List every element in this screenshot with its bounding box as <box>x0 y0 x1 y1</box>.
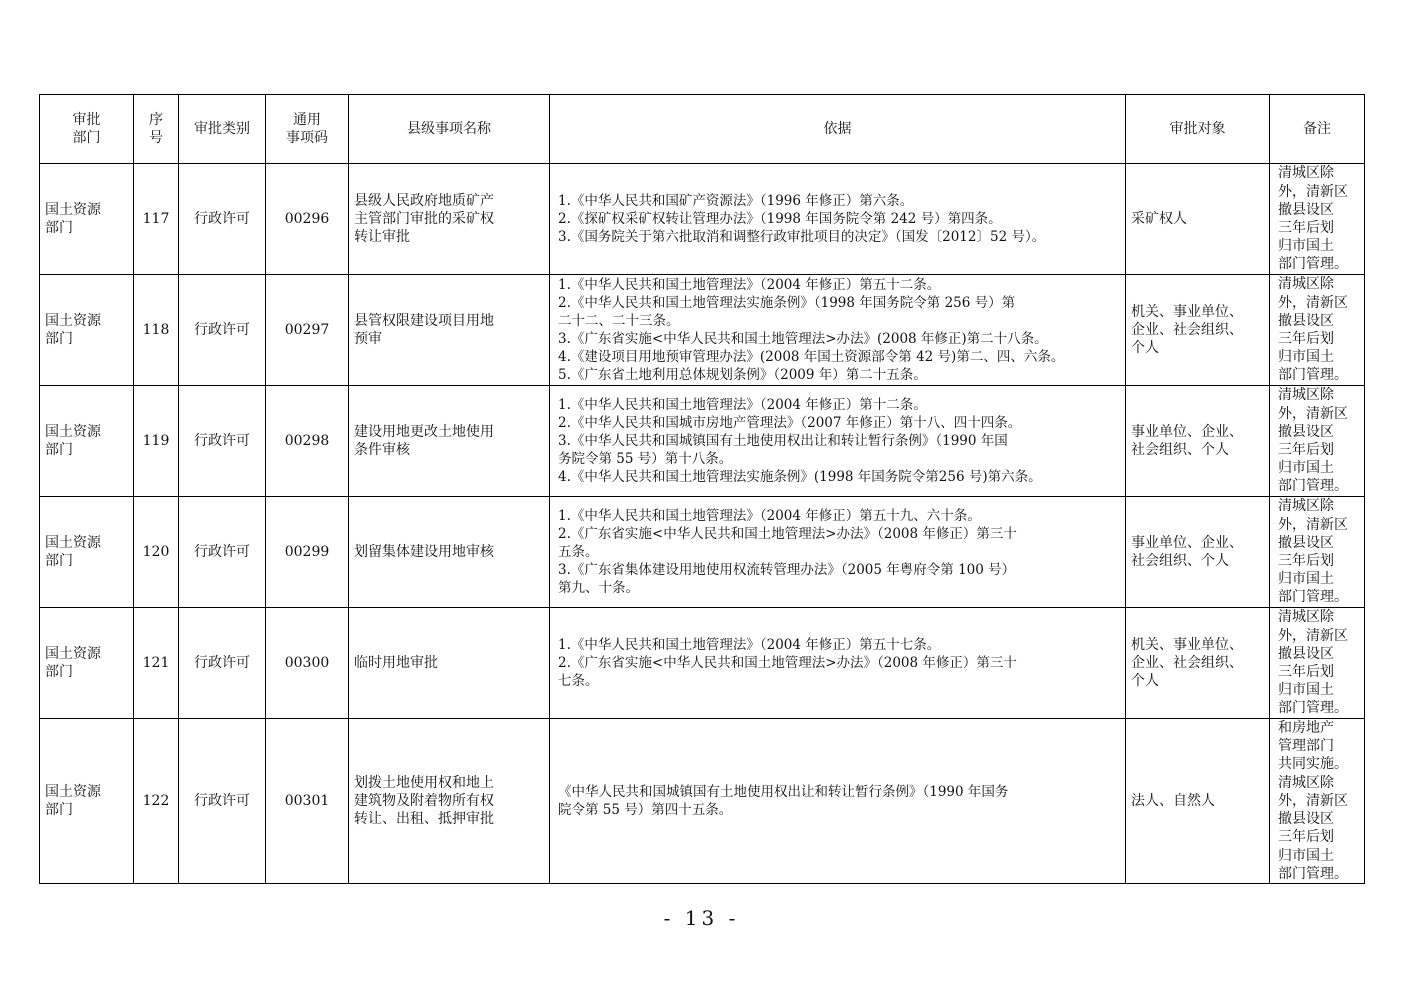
table-row <box>40 164 1365 275</box>
header-note: 备注 <box>1270 95 1365 164</box>
cell-dept: 国土资源 部门 <box>40 275 134 386</box>
table-row <box>40 608 1365 719</box>
cell-dept: 国土资源 部门 <box>40 497 134 608</box>
cell-seq: 118 <box>134 275 179 386</box>
cell-note: 和房地产 管理部门 共同实施。 清城区除 外，清新区 撤县设区 三年后划 归市国土 部门管理。 <box>1270 719 1365 884</box>
approval-items-table <box>39 94 1365 884</box>
cell-code: 00300 <box>266 608 349 719</box>
cell-note: 清城区除 外，清新区 撤县设区 三年后划 归市国土 部门管理。 <box>1270 386 1365 497</box>
header-dept: 审批 部门 <box>40 95 134 164</box>
cell-item-name: 县级人民政府地质矿产 主管部门审批的采矿权 转让审批 <box>349 164 550 275</box>
page-number: - 13 - <box>663 906 740 930</box>
cell-target: 事业单位、企业、 社会组织、个人 <box>1126 497 1270 608</box>
table-row <box>40 386 1365 497</box>
cell-seq: 121 <box>134 608 179 719</box>
cell-note: 清城区除 外，清新区 撤县设区 三年后划 归市国土 部门管理。 <box>1270 275 1365 386</box>
cell-target: 采矿权人 <box>1126 164 1270 275</box>
cell-basis: 1.《中华人民共和国土地管理法》（2004 年修正）第五十九、六十条。 2.《广东省实施<中华人民共和国土地管理法>办法》（2008 年修正）第三十 五条。 3.《广东省集体建设用地使用权流转管理办法》（2005 年粤府令第 100 号） 第九、十条。 <box>550 497 1126 608</box>
header-type: 审批类别 <box>179 95 266 164</box>
cell-seq: 122 <box>134 719 179 884</box>
cell-note: 清城区除 外，清新区 撤县设区 三年后划 归市国土 部门管理。 <box>1270 608 1365 719</box>
cell-basis: 1.《中华人民共和国土地管理法》（2004 年修正）第十二条。 2.《中华人民共和国城市房地产管理法》（2007 年修正）第十八、四十四条。 3.《中华人民共和国城镇国有土地使用权出让和转让暂行条例》（1990 年国 务院令第 55 号）第十八条。 4.《中华人民共和国土地管理法实施条例》(1998 年国务院令第256 号)第六条。 <box>550 386 1126 497</box>
cell-item-name: 划留集体建设用地审核 <box>349 497 550 608</box>
header-seq: 序 号 <box>134 95 179 164</box>
cell-note: 清城区除 外，清新区 撤县设区 三年后划 归市国土 部门管理。 <box>1270 497 1365 608</box>
table-header-row <box>40 95 1365 164</box>
cell-type: 行政许可 <box>179 608 266 719</box>
cell-basis: 1.《中华人民共和国矿产资源法》（1996 年修正）第六条。 2.《探矿权采矿权转让管理办法》（1998 年国务院令第 242 号）第四条。 3.《国务院关于第六批取消和调整行政审批项目的决定》（国发〔2012〕52 号）。 <box>550 164 1126 275</box>
cell-code: 00298 <box>266 386 349 497</box>
cell-basis: 1.《中华人民共和国土地管理法》（2004 年修正）第五十二条。 2.《中华人民共和国土地管理法实施条例》（1998 年国务院令第 256 号）第 二十二、二十三条。 3.《广东省实施<中华人民共和国土地管理法>办法》(2008 年修正)第二十八条。 4.《建设项目用地预审管理办法》(2008 年国土资源部令第 42 号)第二、四、六条。 5.《广东省土地利用总体规划条例》（2009 年）第二十五条。 <box>550 275 1126 386</box>
header-code: 通用 事项码 <box>266 95 349 164</box>
table-row <box>40 275 1365 386</box>
cell-dept: 国土资源 部门 <box>40 608 134 719</box>
cell-dept: 国土资源 部门 <box>40 719 134 884</box>
cell-basis: 1.《中华人民共和国土地管理法》（2004 年修正）第五十七条。 2.《广东省实施<中华人民共和国土地管理法>办法》（2008 年修正）第三十 七条。 <box>550 608 1126 719</box>
cell-basis: 《中华人民共和国城镇国有土地使用权出让和转让暂行条例》（1990 年国务 院令第 55 号）第四十五条。 <box>550 719 1126 884</box>
cell-code: 00297 <box>266 275 349 386</box>
table-row <box>40 497 1365 608</box>
cell-item-name: 划拨土地使用权和地上 建筑物及附着物所有权 转让、出租、抵押审批 <box>349 719 550 884</box>
cell-item-name: 县管权限建设项目用地 预审 <box>349 275 550 386</box>
cell-dept: 国土资源 部门 <box>40 164 134 275</box>
cell-note: 清城区除 外，清新区 撤县设区 三年后划 归市国土 部门管理。 <box>1270 164 1365 275</box>
cell-type: 行政许可 <box>179 719 266 884</box>
cell-code: 00301 <box>266 719 349 884</box>
header-basis: 依据 <box>550 95 1126 164</box>
cell-type: 行政许可 <box>179 275 266 386</box>
cell-type: 行政许可 <box>179 164 266 275</box>
cell-seq: 120 <box>134 497 179 608</box>
table-row <box>40 719 1365 884</box>
cell-seq: 117 <box>134 164 179 275</box>
cell-item-name: 建设用地更改土地使用 条件审核 <box>349 386 550 497</box>
cell-target: 机关、事业单位、 企业、社会组织、 个人 <box>1126 608 1270 719</box>
cell-code: 00299 <box>266 497 349 608</box>
cell-target: 法人、自然人 <box>1126 719 1270 884</box>
cell-target: 机关、事业单位、 企业、社会组织、 个人 <box>1126 275 1270 386</box>
header-name: 县级事项名称 <box>349 95 550 164</box>
cell-dept: 国土资源 部门 <box>40 386 134 497</box>
cell-seq: 119 <box>134 386 179 497</box>
cell-type: 行政许可 <box>179 386 266 497</box>
cell-type: 行政许可 <box>179 497 266 608</box>
header-target: 审批对象 <box>1126 95 1270 164</box>
cell-target: 事业单位、企业、 社会组织、个人 <box>1126 386 1270 497</box>
cell-code: 00296 <box>266 164 349 275</box>
cell-item-name: 临时用地审批 <box>349 608 550 719</box>
